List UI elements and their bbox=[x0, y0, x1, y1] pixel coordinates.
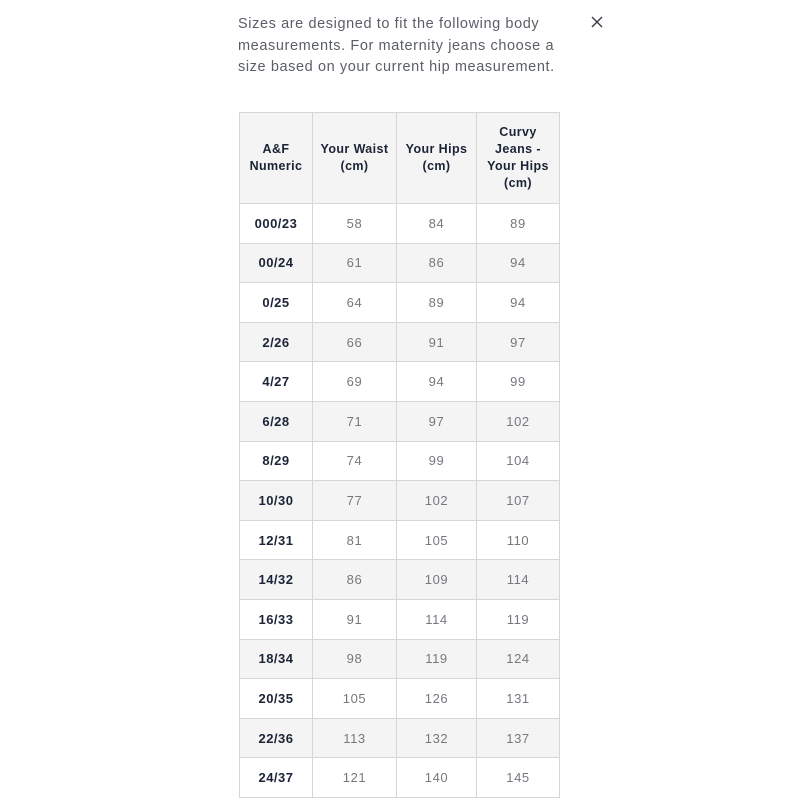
size-chart-table bbox=[239, 112, 560, 798]
table-row bbox=[240, 599, 560, 639]
table-row bbox=[240, 718, 560, 758]
table-row bbox=[240, 679, 560, 719]
size-cell: 000/23 bbox=[240, 204, 313, 244]
table-row bbox=[240, 204, 560, 244]
hips-cell: 109 bbox=[397, 560, 477, 600]
table-row bbox=[240, 639, 560, 679]
size-cell: 14/32 bbox=[240, 560, 313, 600]
close-icon bbox=[589, 14, 605, 30]
curvy-hips-cell: 102 bbox=[477, 401, 560, 441]
header-label: Your Waist (cm) bbox=[320, 142, 389, 173]
waist-cell: 61 bbox=[313, 243, 397, 283]
hips-cell: 126 bbox=[397, 679, 477, 719]
hips-cell: 86 bbox=[397, 243, 477, 283]
size-cell: 4/27 bbox=[240, 362, 313, 402]
size-cell: 6/28 bbox=[240, 401, 313, 441]
waist-cell: 81 bbox=[313, 520, 397, 560]
table-row bbox=[240, 243, 560, 283]
header-your-hips bbox=[397, 113, 477, 204]
hips-cell: 97 bbox=[397, 401, 477, 441]
header-label: Your Hips (cm) bbox=[405, 142, 468, 173]
header-af-numeric bbox=[240, 113, 313, 204]
waist-cell: 121 bbox=[313, 758, 397, 798]
waist-cell: 77 bbox=[313, 481, 397, 521]
header-curvy-hips bbox=[477, 113, 560, 204]
hips-cell: 132 bbox=[397, 718, 477, 758]
header-your-waist bbox=[313, 113, 397, 204]
hips-cell: 140 bbox=[397, 758, 477, 798]
curvy-hips-cell: 89 bbox=[477, 204, 560, 244]
hips-cell: 114 bbox=[397, 599, 477, 639]
curvy-hips-cell: 145 bbox=[477, 758, 560, 798]
size-cell: 2/26 bbox=[240, 322, 313, 362]
waist-cell: 66 bbox=[313, 322, 397, 362]
size-table-body bbox=[240, 204, 560, 798]
table-row bbox=[240, 560, 560, 600]
size-cell: 22/36 bbox=[240, 718, 313, 758]
curvy-hips-cell: 137 bbox=[477, 718, 560, 758]
table-header-row bbox=[240, 113, 560, 204]
size-cell: 18/34 bbox=[240, 639, 313, 679]
curvy-hips-cell: 94 bbox=[477, 243, 560, 283]
size-cell: 00/24 bbox=[240, 243, 313, 283]
curvy-hips-cell: 94 bbox=[477, 283, 560, 323]
table-row bbox=[240, 520, 560, 560]
waist-cell: 91 bbox=[313, 599, 397, 639]
size-guide-intro: Sizes are designed to fit the following body measurements. For maternity jeans choose a size based on your current hip measurement. bbox=[238, 16, 555, 75]
hips-cell: 102 bbox=[397, 481, 477, 521]
waist-cell: 64 bbox=[313, 283, 397, 323]
hips-cell: 119 bbox=[397, 639, 477, 679]
waist-cell: 113 bbox=[313, 718, 397, 758]
table-row bbox=[240, 481, 560, 521]
waist-cell: 58 bbox=[313, 204, 397, 244]
size-cell: 24/37 bbox=[240, 758, 313, 798]
close-button[interactable] bbox=[589, 14, 605, 30]
curvy-hips-cell: 99 bbox=[477, 362, 560, 402]
waist-cell: 74 bbox=[313, 441, 397, 481]
size-cell: 0/25 bbox=[240, 283, 313, 323]
size-cell: 10/30 bbox=[240, 481, 313, 521]
waist-cell: 98 bbox=[313, 639, 397, 679]
size-cell: 16/33 bbox=[240, 599, 313, 639]
curvy-hips-cell: 104 bbox=[477, 441, 560, 481]
header-label: Curvy Jeans - Your Hips (cm) bbox=[487, 125, 549, 190]
hips-cell: 89 bbox=[397, 283, 477, 323]
hips-cell: 94 bbox=[397, 362, 477, 402]
waist-cell: 105 bbox=[313, 679, 397, 719]
table-row bbox=[240, 758, 560, 798]
table-row bbox=[240, 401, 560, 441]
table-row bbox=[240, 322, 560, 362]
curvy-hips-cell: 131 bbox=[477, 679, 560, 719]
size-cell: 12/31 bbox=[240, 520, 313, 560]
table-row bbox=[240, 362, 560, 402]
size-cell: 20/35 bbox=[240, 679, 313, 719]
curvy-hips-cell: 110 bbox=[477, 520, 560, 560]
waist-cell: 69 bbox=[313, 362, 397, 402]
size-cell: 8/29 bbox=[240, 441, 313, 481]
table-row bbox=[240, 441, 560, 481]
waist-cell: 86 bbox=[313, 560, 397, 600]
hips-cell: 99 bbox=[397, 441, 477, 481]
hips-cell: 91 bbox=[397, 322, 477, 362]
header-label: A&F Numeric bbox=[249, 142, 303, 173]
curvy-hips-cell: 114 bbox=[477, 560, 560, 600]
curvy-hips-cell: 119 bbox=[477, 599, 560, 639]
hips-cell: 105 bbox=[397, 520, 477, 560]
hips-cell: 84 bbox=[397, 204, 477, 244]
curvy-hips-cell: 124 bbox=[477, 639, 560, 679]
table-row bbox=[240, 283, 560, 323]
curvy-hips-cell: 97 bbox=[477, 322, 560, 362]
curvy-hips-cell: 107 bbox=[477, 481, 560, 521]
waist-cell: 71 bbox=[313, 401, 397, 441]
